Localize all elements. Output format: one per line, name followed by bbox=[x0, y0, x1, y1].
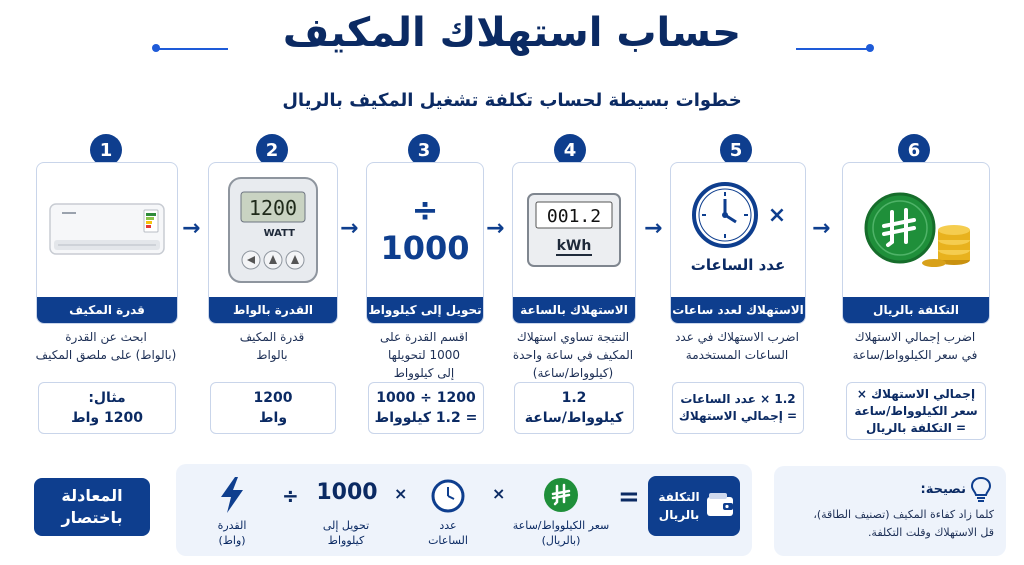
riyal-icon bbox=[542, 476, 580, 514]
tip-line: قل الاستهلاك وقلت التكلفة. bbox=[867, 526, 994, 539]
desc-line: النتيجة تساوي استهلاك bbox=[516, 330, 630, 344]
step-card-3 bbox=[366, 162, 484, 324]
step-number-3: 3 bbox=[408, 134, 440, 166]
desc-line: الساعات المستخدمة bbox=[685, 348, 789, 362]
desc-line: بالواط bbox=[256, 348, 288, 362]
title-dot-left bbox=[152, 44, 160, 52]
step-label-1: قدرة المكيف bbox=[37, 297, 177, 323]
divide-value: 1000 bbox=[380, 229, 470, 267]
label-line: التكلفة bbox=[658, 490, 700, 504]
label-line: القدرة bbox=[217, 519, 247, 532]
kwh-meter-icon bbox=[513, 163, 635, 297]
label-line: تحويل إلى bbox=[322, 519, 370, 532]
tip-panel bbox=[774, 466, 1006, 556]
title-line-right bbox=[796, 48, 868, 50]
desc-line: اضرب الاستهلاك في عدد bbox=[675, 330, 799, 344]
formula-hours-label bbox=[418, 518, 478, 548]
step-desc-2 bbox=[208, 328, 336, 364]
desc-line: (بالواط) على ملصق المكيف bbox=[35, 348, 177, 362]
lightbulb-icon bbox=[970, 476, 992, 502]
multiply-symbol: × bbox=[767, 202, 787, 228]
step-example-5 bbox=[672, 382, 804, 434]
step-example-1 bbox=[38, 382, 176, 434]
page-title: حساب استهلاك المكيف bbox=[282, 10, 742, 56]
desc-line: قدرة المكيف bbox=[239, 330, 305, 344]
label-line: كيلوواط bbox=[327, 534, 365, 547]
formula-title bbox=[34, 478, 150, 536]
step-desc-3 bbox=[362, 328, 486, 382]
air-conditioner-icon bbox=[37, 163, 177, 297]
step-label-5: الاستهلاك لعدد ساعات bbox=[671, 297, 805, 323]
example-line: 1200 ÷ 1000 bbox=[376, 390, 476, 406]
formula-power-label bbox=[200, 518, 264, 548]
formula-cost-box bbox=[648, 476, 740, 536]
step-desc-4 bbox=[506, 328, 640, 382]
title-dot-right bbox=[866, 44, 874, 52]
clock-icon bbox=[430, 478, 466, 514]
label-line: عدد bbox=[439, 519, 457, 532]
arrow-right-icon: → bbox=[182, 216, 201, 241]
formula-title-line: المعادلة bbox=[61, 486, 123, 505]
formula-price-label bbox=[506, 518, 616, 548]
clock-icon bbox=[690, 180, 760, 250]
example-line: 1.2 bbox=[561, 390, 587, 406]
step-number-6: 6 bbox=[898, 134, 930, 166]
desc-line: إلى كيلوواط bbox=[393, 366, 455, 380]
formula-convert-value: 1000 bbox=[316, 480, 378, 505]
multiply-operator: × bbox=[394, 484, 408, 503]
example-line: 1.2 × عدد الساعات bbox=[680, 392, 796, 406]
divide-operator: ÷ bbox=[282, 484, 299, 508]
step-card-5 bbox=[670, 162, 806, 324]
wallet-icon bbox=[706, 492, 734, 518]
example-line: سعر الكيلوواط/ساعة bbox=[854, 403, 978, 418]
tip-title: نصيحة: bbox=[920, 482, 966, 497]
tip-text bbox=[782, 506, 994, 542]
formula-cost-label bbox=[652, 488, 706, 524]
step-desc-1 bbox=[30, 328, 182, 364]
step-number-4: 4 bbox=[554, 134, 586, 166]
example-line: 1200 واط bbox=[71, 410, 143, 426]
divide-symbol: ÷ bbox=[411, 191, 439, 229]
arrow-right-icon: → bbox=[340, 216, 359, 241]
label-line: (بالريال) bbox=[541, 534, 581, 547]
example-line: واط bbox=[258, 410, 288, 426]
divide-1000-graphic bbox=[367, 163, 483, 297]
example-line: مثال: bbox=[88, 390, 126, 406]
step-label-3: تحويل إلى كيلوواط bbox=[367, 297, 483, 323]
multiply-operator: × bbox=[492, 484, 506, 503]
desc-line: اضرب إجمالي الاستهلاك bbox=[854, 330, 976, 344]
watt-meter-icon bbox=[209, 163, 337, 297]
example-line: = التكلفة بالريال bbox=[865, 420, 967, 435]
arrow-right-icon: → bbox=[486, 216, 505, 241]
lightning-bolt-icon bbox=[218, 476, 246, 514]
label-line: بالريال bbox=[658, 508, 700, 522]
formula-title-line: باختصار bbox=[61, 508, 123, 527]
example-line: = 1.2 كيلوواط bbox=[374, 410, 478, 426]
step-card-4 bbox=[512, 162, 636, 324]
step-example-2 bbox=[210, 382, 336, 434]
step-card-6 bbox=[842, 162, 990, 324]
step-desc-5 bbox=[664, 328, 810, 364]
meter-reading: 001.2 bbox=[546, 206, 602, 227]
step-label-4: الاستهلاك بالساعة bbox=[513, 297, 635, 323]
example-line: 1200 bbox=[253, 390, 293, 406]
desc-line: (كيلوواط/ساعة) bbox=[532, 366, 614, 380]
label-line: الساعات bbox=[428, 534, 468, 547]
desc-line: المكيف في ساعة واحدة bbox=[512, 348, 634, 362]
page-subtitle: خطوات بسيطة لحساب تكلفة تشغيل المكيف بالريال bbox=[282, 90, 742, 111]
arrow-right-icon: → bbox=[644, 216, 663, 241]
meter-unit: WATT bbox=[263, 228, 295, 239]
step-example-6 bbox=[846, 382, 986, 440]
example-line: كيلوواط/ساعة bbox=[524, 410, 624, 426]
title-line-left bbox=[156, 48, 228, 50]
step-desc-6 bbox=[840, 328, 990, 364]
desc-line: ابحث عن القدرة bbox=[65, 330, 147, 344]
desc-line: في سعر الكيلوواط/ساعة bbox=[852, 348, 978, 362]
label-line: (واط) bbox=[218, 534, 246, 547]
step-example-4 bbox=[514, 382, 634, 434]
hours-graphic bbox=[671, 163, 805, 297]
step-number-1: 1 bbox=[90, 134, 122, 166]
step-label-6: التكلفة بالريال bbox=[843, 297, 989, 323]
step-card-2 bbox=[208, 162, 338, 324]
step-example-3 bbox=[368, 382, 484, 434]
example-line: = إجمالي الاستهلاك bbox=[678, 409, 798, 423]
equals-operator: = bbox=[618, 482, 640, 512]
label-line: سعر الكيلوواط/ساعة bbox=[512, 519, 610, 532]
riyal-coins-graphic bbox=[843, 163, 989, 297]
step-card-1 bbox=[36, 162, 178, 324]
meter-display: 1200 bbox=[248, 196, 298, 220]
formula-convert-label bbox=[308, 518, 384, 548]
hours-text: عدد الساعات bbox=[690, 256, 786, 274]
example-line: إجمالي الاستهلاك × bbox=[856, 386, 976, 401]
tip-line: كلما زاد كفاءة المكيف (تصنيف الطاقة)، bbox=[813, 508, 994, 521]
step-number-5: 5 bbox=[720, 134, 752, 166]
meter-unit: kWh bbox=[556, 238, 592, 254]
desc-line: اقسم القدرة على bbox=[380, 330, 468, 344]
step-label-2: القدرة بالواط bbox=[209, 297, 337, 323]
arrow-right-icon: → bbox=[812, 216, 831, 241]
step-number-2: 2 bbox=[256, 134, 288, 166]
desc-line: 1000 لتحويلها bbox=[387, 348, 461, 362]
